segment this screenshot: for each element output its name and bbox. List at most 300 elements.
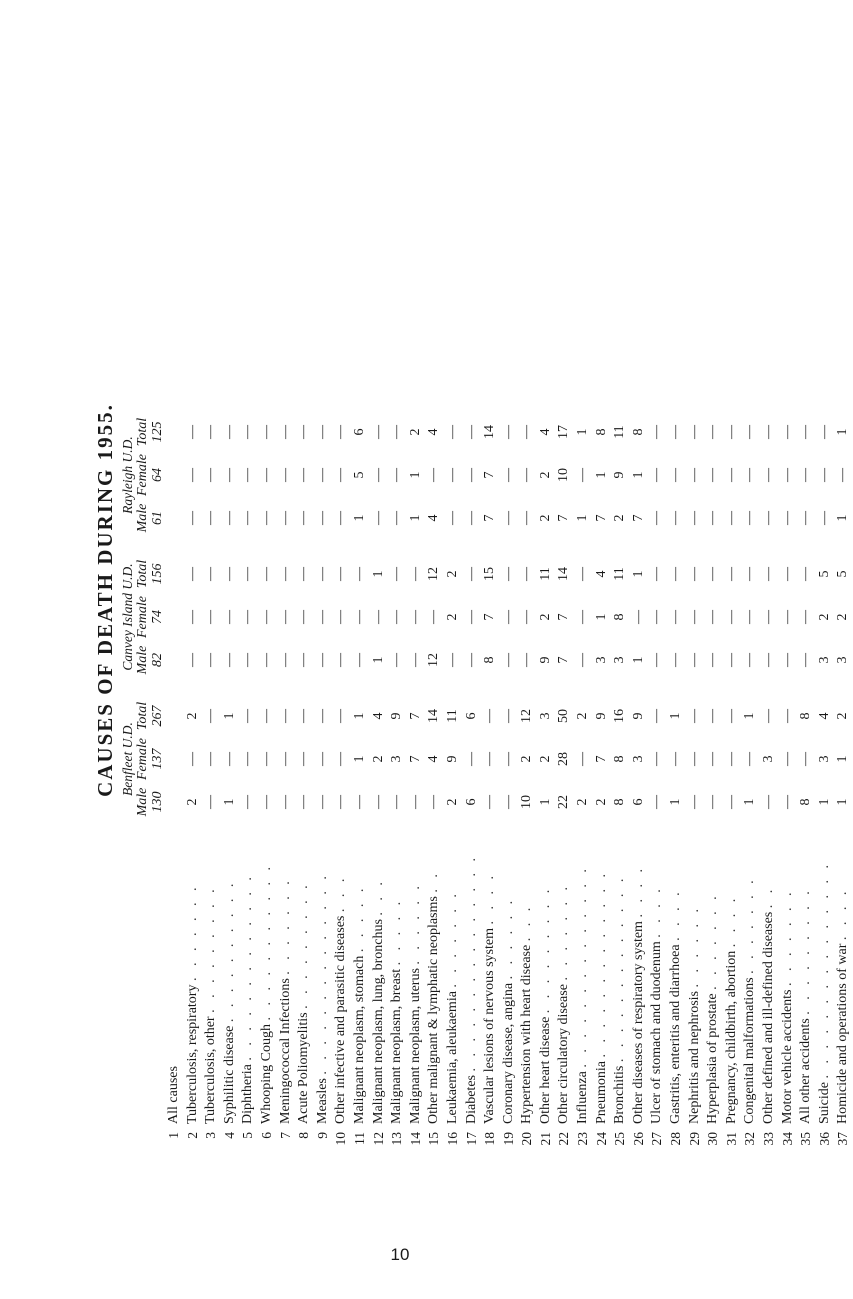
value-cell: — [221, 653, 237, 668]
cause-cell [593, 822, 612, 1126]
value-cell [165, 594, 184, 640]
value-cell: — [500, 653, 516, 668]
value-cell: — [798, 653, 814, 668]
value-cell: — [705, 567, 721, 582]
value-cell: — [705, 709, 721, 724]
column-header: Female [135, 454, 150, 497]
value-cell: 1 [630, 656, 646, 664]
value-cell: — [203, 653, 219, 668]
value-cell: — [798, 511, 814, 526]
value-cell: 1 [575, 514, 591, 522]
table-row [797, 412, 816, 1160]
leader-dots: . . . . . . . . . . [221, 879, 237, 1023]
value-cell: — [705, 752, 721, 767]
value-cell: 2 [407, 428, 423, 436]
value-cell: — [649, 709, 665, 724]
cause-cell [779, 822, 798, 1126]
value-cell: — [258, 468, 274, 483]
cause-cell [295, 822, 314, 1126]
value-cell: 8 [798, 798, 814, 806]
value-cell: — [240, 653, 256, 668]
value-cell: — [575, 468, 591, 483]
value-cell: — [668, 752, 684, 767]
value-cell: — [723, 511, 739, 526]
table-row [463, 412, 482, 1160]
column-header: Male [135, 787, 150, 817]
value-cell: — [444, 425, 460, 440]
value-cell: — [705, 511, 721, 526]
value-cell: 1 [668, 712, 684, 720]
value-cell: — [649, 752, 665, 767]
table-row [500, 412, 519, 1160]
leader-dots: . . . [333, 874, 349, 913]
value-cell: — [351, 567, 367, 582]
row-number: 30 [705, 1132, 721, 1146]
table-row [630, 412, 649, 1160]
cause-label: Tuberculosis, other [203, 1016, 219, 1124]
row-number: 26 [630, 1132, 646, 1146]
value-cell: 14 [482, 425, 498, 440]
value-cell: 1 [351, 514, 367, 522]
value-cell: — [258, 752, 274, 767]
value-cell: — [816, 425, 832, 440]
value-cell: 3 [816, 755, 832, 763]
value-cell: 3 [816, 656, 832, 664]
value-cell: — [314, 610, 330, 625]
leader-dots: . . . . . [351, 884, 367, 953]
leader-dots: . . [761, 885, 776, 909]
leader-dots: . . . . . . [686, 905, 702, 988]
cause-cell [258, 822, 277, 1126]
value-cell: 1 [593, 613, 609, 621]
value-cell: — [500, 795, 516, 809]
table-row [444, 412, 463, 1160]
value-cell: 9 [389, 712, 405, 720]
cause-label: Tuberculosis, respiratory [184, 984, 200, 1124]
value-cell: — [407, 567, 423, 582]
cause-label: Diphtheria [240, 1064, 256, 1124]
cause-cell [277, 822, 296, 1126]
leader-dots: . . . . . . . . . . . . . . [575, 865, 591, 1068]
value-cell: — [575, 610, 591, 625]
cause-label: Other defined and ill-defined diseases [761, 911, 776, 1124]
value-cell: 8 [798, 712, 814, 720]
table-row [351, 412, 370, 1160]
leader-dots: . . . . . . [407, 882, 423, 965]
cause-label: Homicide and operations of war [835, 943, 851, 1124]
value-cell: — [184, 610, 200, 625]
value-cell: — [203, 511, 219, 526]
cause-cell [202, 822, 221, 1126]
leader-dots: . . . . . . . . . . . . . [240, 873, 256, 1061]
row-number: 28 [668, 1132, 684, 1146]
value-cell: — [761, 425, 776, 440]
value-cell: — [463, 653, 479, 668]
value-cell: — [463, 610, 479, 625]
value-cell: — [798, 468, 814, 483]
value-cell: — [686, 653, 702, 668]
value-cell: — [444, 468, 460, 483]
value-cell [165, 452, 184, 498]
value-cell: — [761, 795, 776, 809]
cause-cell [760, 822, 779, 1126]
value-cell: — [314, 752, 330, 767]
row-number: 33 [761, 1132, 776, 1146]
leader-dots: . . . . . . . . . . . . . [612, 874, 628, 1063]
value-cell: — [296, 795, 312, 809]
value-cell: — [277, 511, 293, 526]
cause-cell [500, 822, 519, 1126]
value-cell: — [333, 752, 349, 767]
value-cell: — [277, 610, 293, 625]
value-cell: — [500, 468, 516, 483]
value-cell: — [705, 425, 721, 440]
leader-dots: . . . . . . . [277, 877, 293, 975]
value-cell: — [407, 653, 423, 668]
cause-cell [332, 822, 351, 1126]
value-cell: — [296, 511, 312, 526]
value-cell: 2 [537, 755, 553, 763]
value-cell: — [686, 795, 702, 809]
value-cell: — [723, 752, 739, 767]
table-row [277, 412, 296, 1160]
row-number: 3 [203, 1132, 219, 1139]
value-cell: 28 [556, 752, 572, 767]
column-header: Total [135, 417, 150, 447]
value-cell: — [258, 795, 274, 809]
value-cell: — [389, 468, 405, 483]
total-deaths: 82 [150, 653, 165, 668]
value-cell: 4 [593, 570, 609, 578]
value-cell: — [723, 468, 739, 483]
value-cell: 1 [835, 798, 851, 806]
value-cell: — [686, 567, 702, 582]
value-cell: — [389, 653, 405, 668]
value-cell: — [184, 752, 200, 767]
value-cell: — [314, 709, 330, 724]
value-cell: 7 [482, 514, 498, 522]
value-cell: — [500, 610, 516, 625]
table-row [555, 412, 574, 1160]
row-number: 31 [723, 1132, 739, 1146]
value-cell: — [370, 610, 386, 625]
value-cell: — [296, 709, 312, 724]
value-cell: — [463, 511, 479, 526]
column-header: Male [135, 503, 150, 533]
value-cell: 1 [351, 755, 367, 763]
value-cell: 5 [835, 570, 851, 578]
table-row [760, 412, 779, 1160]
value-cell: 6 [630, 798, 646, 806]
value-cell: 2 [370, 755, 386, 763]
value-cell: — [742, 567, 758, 582]
value-cell: 7 [556, 514, 572, 522]
value-cell: — [258, 653, 274, 668]
value-cell: — [463, 468, 479, 483]
value-cell [165, 696, 184, 736]
page-title: CAUSES OF DEATH DURING 1955. [93, 403, 117, 797]
total-deaths: 130 [150, 791, 165, 813]
leader-dots: . . . . . . . . . [798, 887, 814, 1015]
value-cell: — [221, 567, 237, 582]
total-deaths: 267 [150, 705, 165, 727]
cause-label: Suicide [816, 1082, 832, 1124]
value-cell: — [519, 425, 535, 440]
table-row [816, 412, 835, 1160]
value-cell: — [444, 653, 460, 668]
value-cell: — [798, 610, 814, 625]
value-cell: 11 [612, 425, 628, 439]
value-cell: — [742, 468, 758, 483]
cause-cell [481, 822, 500, 1126]
leader-dots: . . . . [649, 885, 665, 938]
cause-label: Coronary disease, angina [500, 982, 516, 1124]
value-cell: 14 [556, 567, 572, 582]
value-cell: 1 [537, 798, 553, 806]
value-cell: — [723, 425, 739, 440]
value-cell: — [798, 752, 814, 767]
cause-label: Malignant neoplasm, breast [389, 968, 405, 1124]
value-cell: 3 [612, 656, 628, 664]
row-number: 4 [221, 1132, 237, 1139]
leader-dots: . . . . . . [500, 896, 516, 980]
leader-dots: . . . . [668, 888, 684, 941]
value-cell: 1 [668, 798, 684, 806]
value-cell: — [370, 468, 386, 483]
value-cell: — [333, 567, 349, 582]
value-cell: — [779, 752, 795, 767]
value-cell [165, 554, 184, 594]
value-cell [165, 640, 184, 680]
totals-header-row [150, 412, 165, 1160]
value-cell: 2 [612, 514, 628, 522]
table-row [741, 412, 760, 1160]
row-number: 12 [370, 1132, 386, 1146]
value-cell: — [258, 610, 274, 625]
value-cell: 1 [593, 471, 609, 479]
value-cell: — [723, 653, 739, 668]
value-cell: 4 [370, 712, 386, 720]
cause-label: Other diseases of respiratory system [630, 921, 646, 1124]
value-cell: — [742, 511, 758, 526]
table-row [648, 412, 667, 1160]
value-cell: — [333, 468, 349, 483]
value-cell: 7 [407, 712, 423, 720]
value-cell: 3 [537, 712, 553, 720]
rotated-page [90, 40, 851, 1160]
value-cell: — [240, 511, 256, 526]
value-cell: — [463, 425, 479, 440]
cause-cell [630, 822, 649, 1126]
value-cell: — [426, 610, 442, 625]
value-cell: — [203, 795, 219, 809]
cause-label: Other malignant & lymphatic neoplasms [426, 896, 442, 1124]
cause-cell [648, 822, 667, 1126]
row-number: 34 [779, 1132, 795, 1146]
cause-label: Hyperplasia of prostate [705, 993, 721, 1124]
value-cell: — [333, 653, 349, 668]
value-cell: 12 [426, 567, 442, 582]
value-cell: 5 [816, 570, 832, 578]
value-cell: 7 [407, 755, 423, 763]
cause-cell [723, 822, 742, 1126]
total-deaths: 61 [150, 511, 165, 526]
value-cell: 7 [556, 613, 572, 621]
leader-dots: . . . . . . . [556, 883, 572, 981]
value-cell: — [482, 752, 498, 767]
value-cell: — [389, 511, 405, 526]
value-cell: — [203, 468, 219, 483]
value-cell: — [351, 795, 367, 809]
district-header-row [120, 412, 135, 1160]
value-cell: — [314, 468, 330, 483]
cause-label: Other circulatory disease [556, 984, 572, 1124]
value-cell: 6 [351, 428, 367, 436]
value-cell: — [761, 567, 776, 582]
value-cell: — [351, 610, 367, 625]
value-cell: — [742, 610, 758, 625]
cause-cell [816, 822, 835, 1126]
value-cell: 17 [556, 425, 572, 440]
value-cell: — [296, 425, 312, 440]
value-cell: — [668, 653, 684, 668]
value-cell: 1 [835, 428, 851, 436]
leader-dots: . . . . . . . . . . . [258, 863, 274, 1021]
value-cell: — [296, 468, 312, 483]
value-cell: — [203, 425, 219, 440]
cause-label: Meningococcal Infections [277, 978, 293, 1124]
value-cell: — [389, 795, 405, 809]
value-cell: 2 [519, 755, 535, 763]
value-cell: — [779, 709, 795, 724]
value-cell: — [723, 709, 739, 724]
table-row [407, 412, 426, 1160]
leader-dots: . . . . . . . [444, 890, 460, 988]
value-cell: 15 [482, 567, 498, 582]
value-cell: 5 [351, 471, 367, 479]
leader-dots: . . . . [482, 872, 498, 925]
cause-cell [797, 822, 816, 1126]
cause-cell [425, 822, 444, 1126]
value-cell: 2 [537, 471, 553, 479]
value-cell: 4 [426, 514, 442, 522]
value-cell: 4 [426, 428, 442, 436]
total-deaths: 156 [150, 563, 165, 585]
value-cell: 1 [370, 570, 386, 578]
row-number: 5 [240, 1132, 256, 1139]
cause-cell [184, 822, 203, 1126]
row-number: 19 [500, 1132, 516, 1146]
table-row [611, 412, 630, 1160]
value-cell: 2 [593, 798, 609, 806]
value-cell: — [277, 567, 293, 582]
value-cell: — [296, 653, 312, 668]
value-cell: 7 [482, 613, 498, 621]
cause-cell [463, 822, 482, 1126]
district-name: Rayleigh U.D. [120, 436, 135, 514]
cause-label: Gastritis, enteritis and diarrhoea [668, 944, 684, 1124]
leader-dots: . . . . . . . [779, 888, 795, 986]
value-cell: — [668, 610, 684, 625]
value-cell: — [816, 511, 832, 526]
value-cell: — [463, 752, 479, 767]
value-cell: 1 [816, 798, 832, 806]
table-row [425, 412, 444, 1160]
value-cell [165, 498, 184, 538]
cause-cell [165, 822, 184, 1126]
value-cell: 11 [537, 567, 553, 581]
value-cell: 4 [537, 428, 553, 436]
value-cell: — [649, 511, 665, 526]
value-cell: — [203, 567, 219, 582]
value-cell: 2 [816, 613, 832, 621]
row-number: 13 [389, 1132, 405, 1146]
value-cell: — [500, 425, 516, 440]
value-cell: 2 [444, 570, 460, 578]
value-cell: 3 [835, 656, 851, 664]
value-cell: — [333, 610, 349, 625]
value-cell: 1 [742, 798, 758, 806]
leader-dots: . . . . [723, 894, 739, 948]
row-number: 7 [277, 1132, 293, 1139]
value-cell: — [519, 567, 535, 582]
cause-label: Other infective and parasitic diseases [333, 915, 349, 1124]
value-cell: — [668, 567, 684, 582]
cause-cell [555, 822, 574, 1126]
cause-label: Diabetes [463, 1075, 479, 1124]
leader-dots: . . . . . . . [184, 883, 200, 982]
cause-cell [221, 822, 240, 1126]
value-cell: — [482, 709, 498, 724]
value-cell: — [296, 610, 312, 625]
value-cell: — [296, 567, 312, 582]
value-cell: 3 [593, 656, 609, 664]
value-cell: — [779, 653, 795, 668]
value-cell: — [816, 468, 832, 483]
table-row [314, 412, 333, 1160]
value-cell: 2 [184, 798, 200, 806]
value-cell: — [277, 653, 293, 668]
cause-cell [574, 822, 593, 1126]
value-cell: 22 [556, 795, 572, 809]
table-row [574, 412, 593, 1160]
value-cell: — [779, 610, 795, 625]
cause-label: Malignant neoplasm, uterus [407, 968, 423, 1124]
value-cell: — [277, 468, 293, 483]
total-deaths: 74 [150, 610, 165, 625]
value-cell: 4 [426, 755, 442, 763]
row-number: 2 [184, 1132, 200, 1139]
row-number: 16 [444, 1132, 460, 1146]
row-number: 10 [333, 1132, 349, 1146]
table-row [370, 412, 389, 1160]
row-number: 32 [742, 1132, 758, 1146]
cause-cell [537, 822, 556, 1126]
value-cell: 7 [593, 755, 609, 763]
value-cell: 1 [835, 755, 851, 763]
value-cell: — [649, 468, 665, 483]
total-deaths: 125 [150, 421, 165, 443]
value-cell: 4 [816, 712, 832, 720]
table-row [723, 412, 742, 1160]
value-cell: — [258, 709, 274, 724]
value-cell: 1 [370, 656, 386, 664]
cause-label: Congenital malformations [742, 977, 758, 1124]
value-cell: 50 [556, 709, 572, 724]
value-cell: — [240, 610, 256, 625]
value-cell: — [333, 425, 349, 440]
value-cell: — [277, 425, 293, 440]
